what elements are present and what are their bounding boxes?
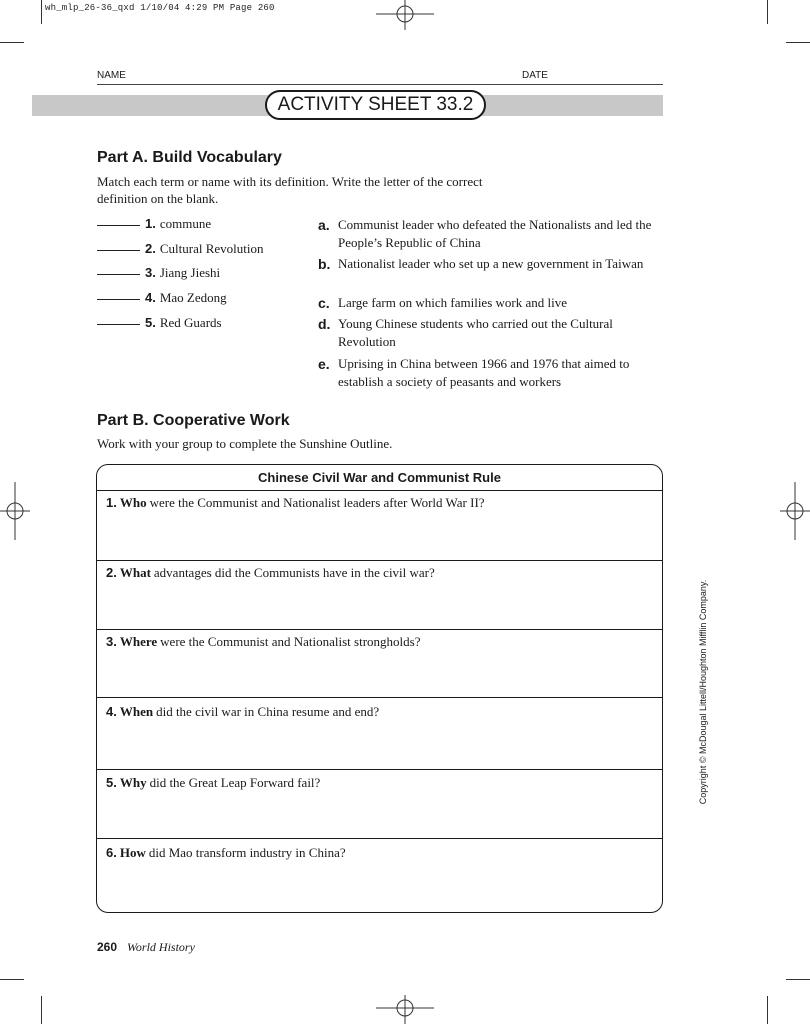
book-title: World History [127,940,195,954]
date-label: DATE [522,70,548,81]
registration-mark-left [0,482,30,540]
question-number: 5. [106,775,117,790]
definition-letter: d. [318,316,331,332]
term-label: Cultural Revolution [159,241,264,256]
definition-item [318,216,668,252]
definition-text: Uprising in China between 1966 and 1976 that aimed to establish a society of peasants and workers [338,356,630,389]
definition-letter: e. [318,356,330,372]
term-item [97,216,211,232]
registration-mark-bottom [376,995,434,1024]
part-b-heading: Part B. Cooperative Work [97,412,290,429]
page-number: 260 [97,940,118,954]
definition-text: Young Chinese students who carried out the Cultural Revolution [338,316,613,349]
registration-mark-right [780,482,810,540]
question-text: did the Great Leap Forward fail? [149,775,321,790]
part-a-heading: Part A. Build Vocabulary [97,149,282,166]
question-word: Where [119,634,158,649]
question-word: Who [119,495,147,510]
question-number: 2. [106,565,117,580]
definition-text: Communist leader who defeated the Nationalists and led the People’s Republic of China [338,217,652,250]
term-label: Red Guards [159,315,222,330]
definition-letter: c. [318,295,330,311]
outline-question[interactable] [106,775,320,791]
question-text: did the civil war in China resume and end? [156,704,380,719]
term-item [97,315,222,331]
definition-item [318,294,668,312]
question-number: 4. [106,704,117,719]
term-label: Mao Zedong [159,290,227,305]
copyright-notice: Copyright © McDougal Littell/Houghton Mifflin Company. [698,579,708,805]
question-word: How [119,845,146,860]
question-text: were the Communist and Nationalist strongholds? [160,634,421,649]
definition-letter: a. [318,217,330,233]
answer-blank[interactable] [97,224,140,226]
answer-blank[interactable] [97,323,140,325]
definition-letter: b. [318,256,331,272]
outline-divider [96,769,663,770]
outline-question[interactable] [106,495,485,511]
term-item [97,265,220,281]
definition-item [318,255,668,273]
name-label: NAME [97,70,126,81]
term-number: 2. [145,241,156,256]
term-item [97,241,263,257]
definition-text: Large farm on which families work and live [338,295,567,310]
term-number: 4. [145,290,156,305]
header-rule [97,84,663,85]
outline-divider [96,697,663,698]
outline-question[interactable] [106,704,379,720]
definition-item [318,315,668,351]
outline-question[interactable] [106,565,435,581]
term-item [97,290,227,306]
outline-question[interactable] [106,845,346,861]
outline-divider [96,629,663,630]
question-number: 1. [106,495,117,510]
term-label: commune [159,216,212,231]
registration-mark-top [376,0,434,30]
outline-divider [96,838,663,839]
part-b-instructions: Work with your group to complete the Sunshine Outline. [97,436,393,451]
file-slug: wh_mlp_26-36_qxd 1/10/04 4:29 PM Page 260 [45,3,275,13]
term-number: 5. [145,315,156,330]
question-text: advantages did the Communists have in the civil war? [153,565,435,580]
term-number: 1. [145,216,156,231]
question-number: 3. [106,634,117,649]
question-word: What [119,565,151,580]
definition-item [318,355,668,391]
outline-question[interactable] [106,634,420,650]
answer-blank[interactable] [97,249,140,251]
question-text: were the Communist and Nationalist leaders after World War II? [149,495,485,510]
part-a-instructions: Match each term or name with its definition. Write the letter of the correct definition on the blank. [97,174,483,206]
activity-title: ACTIVITY SHEET 33.2 [265,90,486,120]
outline-divider [96,490,663,491]
answer-blank[interactable] [97,273,140,275]
outline-divider [96,560,663,561]
definition-text: Nationalist leader who set up a new government in Taiwan [338,256,644,271]
term-label: Jiang Jieshi [159,265,221,280]
term-number: 3. [145,265,156,280]
answer-blank[interactable] [97,298,140,300]
question-text: did Mao transform industry in China? [148,845,346,860]
outline-title: Chinese Civil War and Communist Rule [258,470,501,485]
question-word: When [119,704,154,719]
question-word: Why [119,775,147,790]
question-number: 6. [106,845,117,860]
